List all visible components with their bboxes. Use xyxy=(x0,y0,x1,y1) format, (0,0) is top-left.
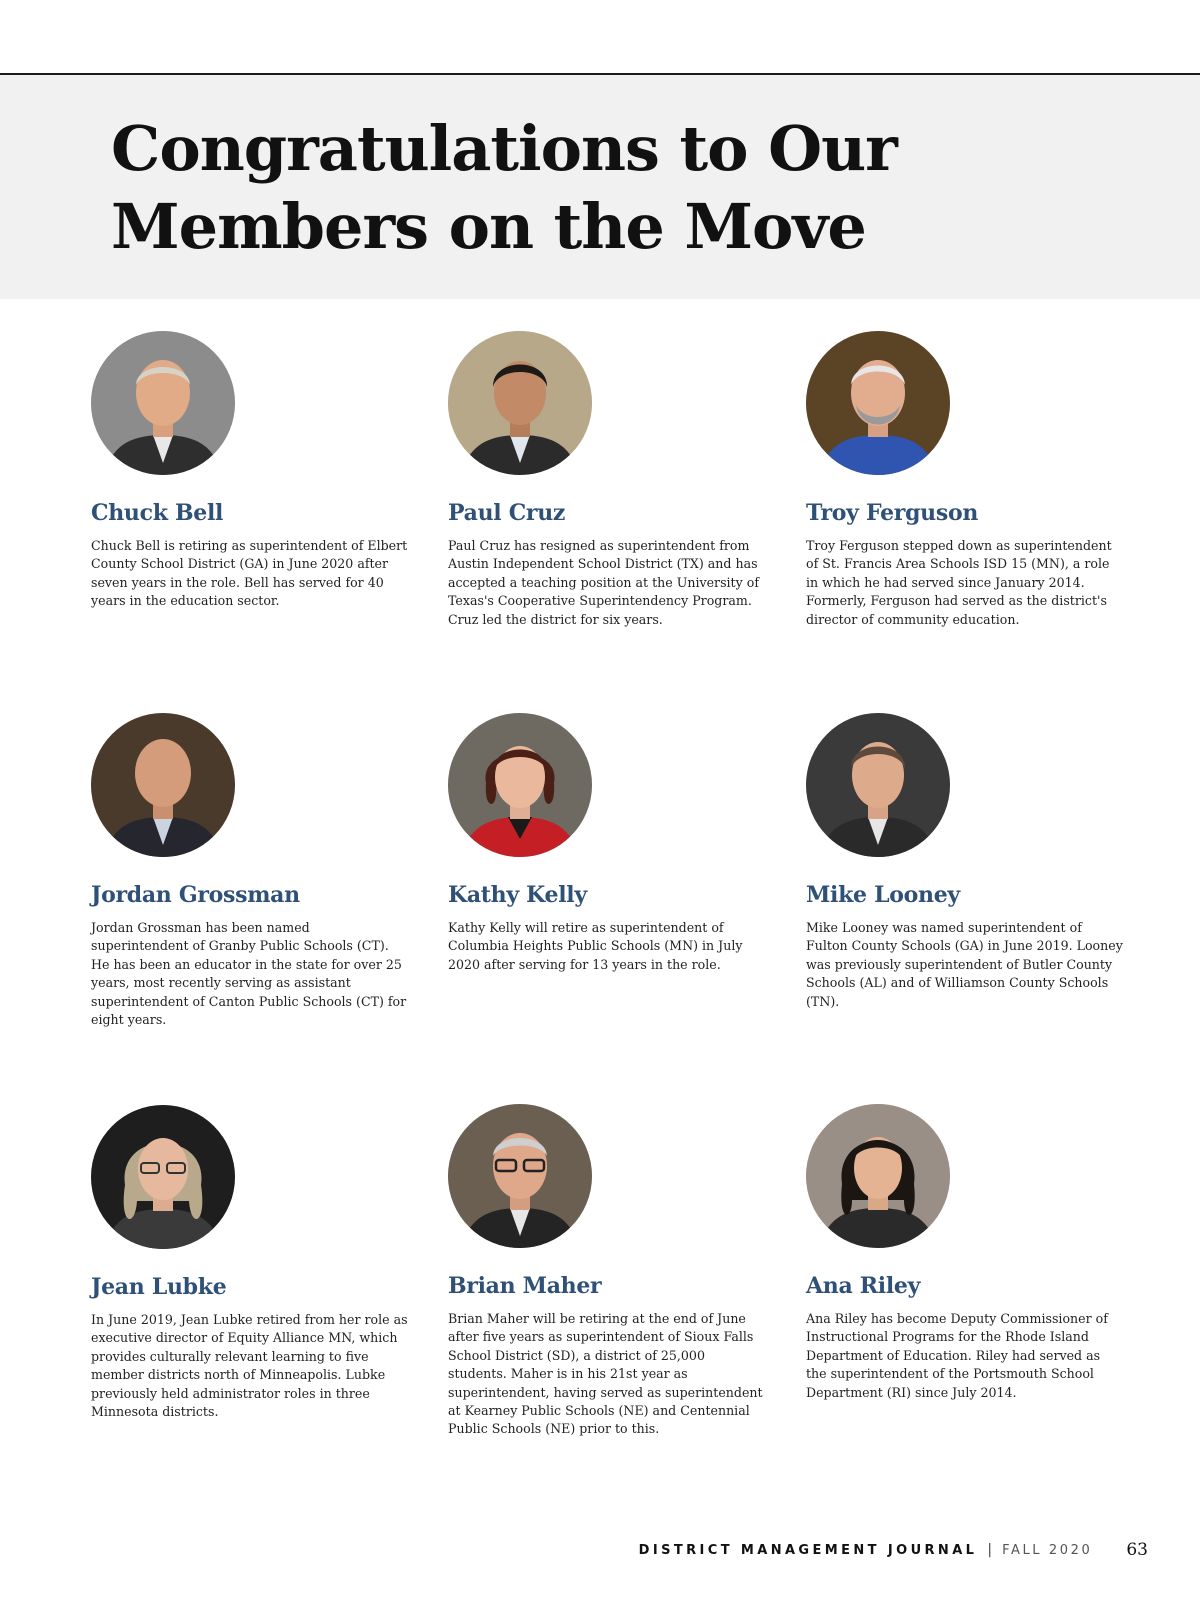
member-card-jean-lubke xyxy=(91,1105,411,1421)
member-name: Troy Ferguson xyxy=(806,500,979,526)
page-number: 63 xyxy=(1126,1540,1148,1560)
member-name: Jordan Grossman xyxy=(91,882,300,908)
member-name: Brian Maher xyxy=(448,1273,602,1299)
person-portrait-icon xyxy=(91,713,235,857)
member-name: Kathy Kelly xyxy=(448,882,587,908)
person-portrait-icon xyxy=(448,331,592,475)
person-portrait-icon xyxy=(91,331,235,475)
member-photo xyxy=(806,331,950,475)
member-bio: Kathy Kelly will retire as superintendent of Columbia Heights Public Schools (MN) in July 2020 after serving for 13 years in the role. xyxy=(448,920,743,972)
member-bio: Paul Cruz has resigned as superintendent from Austin Independent School District (TX) and has accepted a teaching position at the University of Texas's Cooperative Superintendency Program. Cruz led the district for six years. xyxy=(448,538,759,627)
footer-separator: | xyxy=(987,1542,993,1558)
member-bio: Troy Ferguson stepped down as superintendent of St. Francis Area Schools ISD 15 (MN), a role in which he had served since January 2014. Formerly, Ferguson had served as the district's director of community education. xyxy=(806,538,1112,627)
page-title xyxy=(111,110,897,266)
member-photo xyxy=(448,1104,592,1248)
member-photo xyxy=(448,713,592,857)
page-footer xyxy=(639,1538,1148,1562)
member-card-kathy-kelly xyxy=(448,713,768,974)
member-photo xyxy=(806,1104,950,1248)
member-card-mike-looney xyxy=(806,713,1126,1011)
member-photo xyxy=(91,713,235,857)
member-photo xyxy=(806,713,950,857)
member-card-brian-maher xyxy=(448,1104,768,1439)
member-name: Mike Looney xyxy=(806,882,960,908)
person-portrait-icon xyxy=(806,713,950,857)
person-portrait-icon xyxy=(806,331,950,475)
member-bio: Jordan Grossman has been named superintendent of Granby Public Schools (CT). He has been an educator in the state for over 25 years, most recently serving as assistant superintendent of Canton Public Schools (CT) for eight years. xyxy=(91,920,407,1028)
member-card-chuck-bell xyxy=(91,331,411,611)
person-portrait-icon xyxy=(448,713,592,857)
footer-journal-name: DISTRICT MANAGEMENT JOURNAL xyxy=(638,1542,978,1558)
member-photo xyxy=(91,331,235,475)
member-photo xyxy=(448,331,592,475)
member-card-paul-cruz xyxy=(448,331,768,629)
footer-issue: FALL 2020 xyxy=(1002,1542,1093,1558)
page-title-line-1: Congratulations to Our xyxy=(111,112,897,185)
member-photo xyxy=(91,1105,235,1249)
member-bio: Mike Looney was named superintendent of Fulton County Schools (GA) in June 2019. Looney was previously superintendent of Butler County Schools (AL) and of Williamson County Schools (TN). xyxy=(806,920,1123,1009)
page-title-line-2: Members on the Move xyxy=(111,190,866,263)
member-bio: In June 2019, Jean Lubke retired from her role as executive director of Equity Alliance MN, which provides culturally relevant learning to five member districts north of Minneapolis. Lubke previously held administrator roles in three Minnesota districts. xyxy=(91,1312,408,1420)
member-card-jordan-grossman xyxy=(91,713,411,1029)
member-bio: Brian Maher will be retiring at the end of June after five years as superintendent of Sioux Falls School District (SD), a district of 25,000 students. Maher is in his 21st year as superintendent, having served as superintendent at Kearney Public Schools (NE) and Centennial Public Schools (NE) prior to this. xyxy=(448,1311,763,1437)
member-name: Ana Riley xyxy=(806,1273,921,1299)
member-name: Paul Cruz xyxy=(448,500,566,526)
person-portrait-icon xyxy=(806,1104,950,1248)
member-card-ana-riley xyxy=(806,1104,1126,1402)
member-name: Jean Lubke xyxy=(91,1274,227,1300)
person-portrait-icon xyxy=(91,1105,235,1249)
member-name: Chuck Bell xyxy=(91,500,224,526)
member-card-troy-ferguson xyxy=(806,331,1126,629)
member-bio: Chuck Bell is retiring as superintendent of Elbert County School District (GA) in June 2020 after seven years in the role. Bell has served for 40 years in the education sector. xyxy=(91,538,408,609)
member-bio: Ana Riley has become Deputy Commissioner of Instructional Programs for the Rhode Island Department of Education. Riley had served as the superintendent of the Portsmouth School Department (RI) since July 2014. xyxy=(806,1311,1108,1400)
person-portrait-icon xyxy=(448,1104,592,1248)
